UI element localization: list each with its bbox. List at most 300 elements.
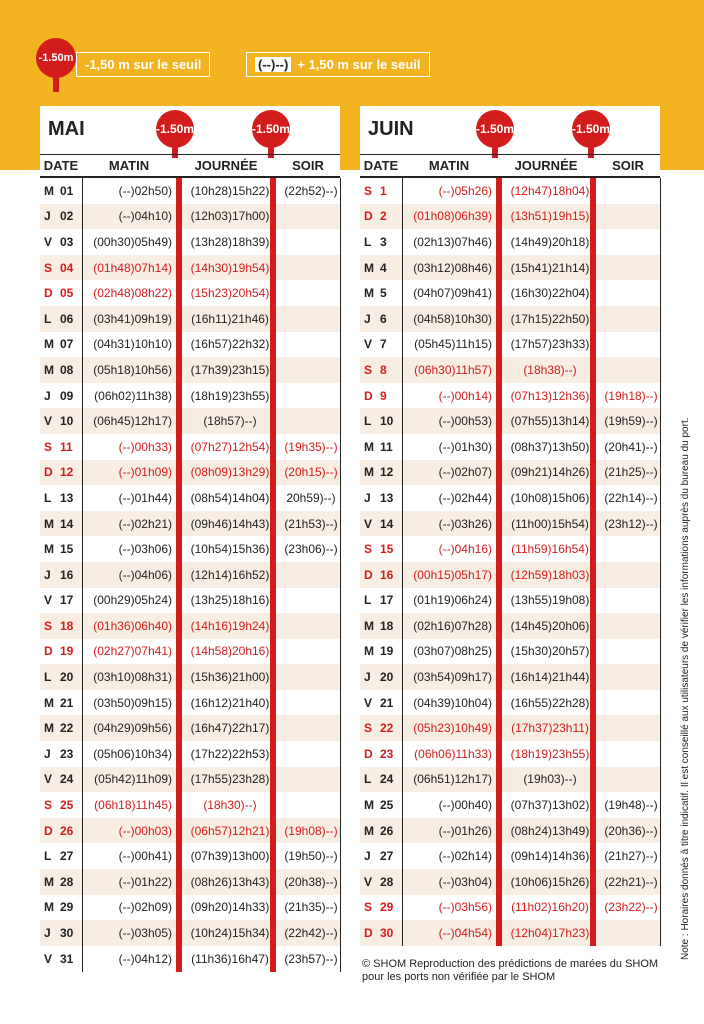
table-row <box>360 869 660 895</box>
day-letter: M <box>364 260 374 275</box>
cell-journee: (14h30)19h54) <box>190 260 270 275</box>
day-number: 26 <box>380 823 394 838</box>
day-letter: D <box>364 746 373 761</box>
table-row <box>360 306 660 332</box>
cell-journee: (12h59)18h03) <box>510 567 590 582</box>
table-row <box>40 639 340 665</box>
cell-matin: (03h54)09h17) <box>413 670 492 685</box>
cell-soir <box>602 204 660 230</box>
red-line-right <box>270 178 276 972</box>
table-row <box>40 536 340 562</box>
day-number: 30 <box>60 926 74 941</box>
table-row <box>360 204 660 230</box>
day-letter: J <box>44 209 51 224</box>
cell-soir: (21h25)--) <box>604 465 658 480</box>
cell-matin: (--)00h41) <box>118 849 172 864</box>
cell-soir: (20h15)--) <box>284 465 338 480</box>
table-row <box>40 511 340 537</box>
day-letter: L <box>44 849 52 864</box>
cell-matin: (06h45)12h17) <box>93 414 172 429</box>
day-number: 2 <box>380 209 387 224</box>
table-row <box>40 715 340 741</box>
table-row <box>40 818 340 844</box>
day-number: 3 <box>380 234 387 249</box>
cell-soir: (22h21)--) <box>604 874 658 889</box>
cell-matin: (04h58)10h30) <box>413 311 492 326</box>
table-row <box>360 613 660 639</box>
cell-journee: (07h13)12h36) <box>510 388 590 403</box>
cell-matin: (04h29)09h56) <box>93 721 172 736</box>
table-row <box>360 460 660 486</box>
day-number: 17 <box>380 593 394 608</box>
day-number: 21 <box>380 695 394 710</box>
cell-journee: (13h28)18h39) <box>190 234 270 249</box>
day-number: 05 <box>60 286 74 301</box>
day-number: 29 <box>380 900 394 915</box>
day-letter: J <box>44 388 51 403</box>
cell-journee: (08h54)14h04) <box>190 490 270 505</box>
day-letter: S <box>364 721 373 736</box>
cell-matin: (04h07)09h41) <box>413 286 492 301</box>
day-number: 15 <box>380 542 394 557</box>
table-row <box>360 485 660 511</box>
table-row <box>360 588 660 614</box>
day-number: 22 <box>60 721 74 736</box>
cell-soir <box>602 639 660 665</box>
day-letter: J <box>364 311 371 326</box>
table-row <box>40 408 340 434</box>
day-number: 02 <box>60 209 74 224</box>
cell-journee: (10h28)15h22) <box>190 183 270 198</box>
cell-matin: (00h30)05h49) <box>93 234 172 249</box>
cell-soir: (19h08)--) <box>284 823 338 838</box>
badge-circle: -1.50m <box>36 38 76 78</box>
column-separator <box>660 178 661 946</box>
day-number: 14 <box>60 516 74 531</box>
cell-soir <box>282 255 340 281</box>
cell-journee: (18h30)--) <box>203 798 257 813</box>
cell-soir <box>602 306 660 332</box>
day-number: 04 <box>60 260 74 275</box>
day-number: 08 <box>60 362 74 377</box>
day-number: 11 <box>380 439 393 454</box>
day-letter: J <box>44 926 51 941</box>
col-date: DATE <box>40 154 82 176</box>
cell-soir <box>282 792 340 818</box>
cell-journee: (15h30)20h57) <box>510 644 590 659</box>
day-letter: V <box>364 695 373 710</box>
day-number: 23 <box>60 746 74 761</box>
cell-matin: (--)05h26) <box>438 183 492 198</box>
day-number: 21 <box>60 695 74 710</box>
table-row <box>40 588 340 614</box>
red-line-left <box>496 178 502 946</box>
day-number: 1 <box>380 183 387 198</box>
table-mai <box>40 106 340 971</box>
cell-matin: (05h42)11h09) <box>94 772 172 787</box>
day-number: 19 <box>380 644 394 659</box>
cell-soir: (23h57)--) <box>284 951 338 966</box>
badge-journee: -1.50m <box>252 110 290 148</box>
cell-matin: (02h48)08h22) <box>93 286 172 301</box>
cell-journee: (09h21)14h26) <box>510 465 590 480</box>
cell-soir: (20h38)--) <box>284 874 338 889</box>
cell-soir <box>602 255 660 281</box>
col-date: DATE <box>360 154 402 176</box>
table-row <box>360 178 660 204</box>
cell-journee: (08h24)13h49) <box>510 823 590 838</box>
day-number: 19 <box>60 644 74 659</box>
cell-journee: (07h55)13h14) <box>510 414 590 429</box>
day-number: 24 <box>60 772 74 787</box>
cell-journee: (12h03)17h00) <box>190 209 270 224</box>
cell-matin: (05h45)11h15) <box>414 337 492 352</box>
day-letter: D <box>364 388 373 403</box>
side-note <box>680 360 694 960</box>
cell-soir <box>282 588 340 614</box>
day-letter: D <box>364 926 373 941</box>
cell-journee: (13h55)19h08) <box>510 593 590 608</box>
day-number: 9 <box>380 388 387 403</box>
cell-journee: (16h30)22h04) <box>510 286 590 301</box>
day-number: 03 <box>60 234 74 249</box>
table-row <box>360 536 660 562</box>
cell-journee: (17h55)23h28) <box>190 772 270 787</box>
cell-journee: (10h54)15h36) <box>190 542 270 557</box>
day-number: 6 <box>380 311 387 326</box>
table-row <box>360 357 660 383</box>
table-row <box>40 383 340 409</box>
table-row <box>360 715 660 741</box>
cell-soir <box>282 204 340 230</box>
cell-soir <box>282 639 340 665</box>
cell-journee: (10h06)15h26) <box>510 874 590 889</box>
day-number: 8 <box>380 362 387 377</box>
cell-matin: (01h08)06h39) <box>413 209 492 224</box>
cell-journee: (06h57)12h21) <box>190 823 270 838</box>
day-number: 11 <box>60 439 73 454</box>
legend-seuil: -1,50 m sur le seuil <box>76 52 210 77</box>
cell-soir <box>282 664 340 690</box>
col-matin: MATIN <box>402 154 496 176</box>
cell-soir <box>602 357 660 383</box>
day-letter: D <box>364 209 373 224</box>
day-letter: M <box>44 362 54 377</box>
cell-journee: (11h36)16h47) <box>191 951 269 966</box>
day-number: 24 <box>380 772 394 787</box>
cell-matin: (06h18)11h45) <box>94 798 172 813</box>
cell-journee: (09h20)14h33) <box>190 900 270 915</box>
day-number: 18 <box>380 618 394 633</box>
cell-matin: (--)03h04) <box>438 874 492 889</box>
badge-stick <box>53 74 59 92</box>
table-row <box>360 255 660 281</box>
day-number: 15 <box>60 542 74 557</box>
footer-credit: © SHOM Reproduction des prédictions de marées du SHOM pour les ports non vérifiée par le SHOM <box>362 958 659 983</box>
day-number: 25 <box>60 798 74 813</box>
cell-soir <box>282 357 340 383</box>
table-row <box>40 229 340 255</box>
table-row <box>40 434 340 460</box>
cell-matin: (--)03h05) <box>118 926 172 941</box>
cell-matin: (--)04h54) <box>438 926 492 941</box>
day-number: 18 <box>60 618 74 633</box>
cell-soir: (22h14)--) <box>604 490 658 505</box>
cell-soir: (22h52)--) <box>284 183 338 198</box>
table-row <box>40 664 340 690</box>
day-number: 07 <box>60 337 74 352</box>
cell-soir: 20h59)--) <box>286 490 336 505</box>
day-letter: J <box>364 490 371 505</box>
cell-matin: (06h02)11h38) <box>94 388 172 403</box>
cell-matin: (01h48)07h14) <box>93 260 172 275</box>
cell-soir: (21h35)--) <box>284 900 338 915</box>
cell-journee: (14h58)20h16) <box>190 644 270 659</box>
cell-soir <box>602 588 660 614</box>
cell-journee: (07h39)13h00) <box>190 849 270 864</box>
table-row <box>40 767 340 793</box>
cell-journee: (09h14)14h36) <box>510 849 590 864</box>
cell-soir <box>602 741 660 767</box>
day-letter: V <box>44 593 53 608</box>
cell-matin: (--)02h14) <box>438 849 492 864</box>
cell-soir <box>602 664 660 690</box>
day-letter: L <box>364 234 372 249</box>
red-line-right <box>590 178 596 946</box>
day-number: 12 <box>380 465 394 480</box>
day-letter: L <box>364 593 372 608</box>
cell-soir <box>602 767 660 793</box>
col-matin: MATIN <box>82 154 176 176</box>
day-number: 28 <box>60 874 74 889</box>
day-letter: V <box>364 337 373 352</box>
day-letter: M <box>44 695 54 710</box>
cell-journee: (17h15)22h50) <box>510 311 590 326</box>
day-letter: M <box>44 721 54 736</box>
cell-matin: (--)02h09) <box>118 900 172 915</box>
cell-matin: (--)03h06) <box>118 542 172 557</box>
cell-journee: (11h02)16h20) <box>511 900 589 915</box>
day-letter: M <box>364 286 374 301</box>
table-row <box>360 383 660 409</box>
table-row <box>360 408 660 434</box>
badge-matin: -1.50m <box>476 110 514 148</box>
cell-soir: (21h27)--) <box>604 849 658 864</box>
cell-soir: (20h41)--) <box>604 439 658 454</box>
cell-soir <box>602 613 660 639</box>
cell-matin: (--)04h10) <box>118 209 172 224</box>
cell-soir: (23h12)--) <box>604 516 658 531</box>
day-letter: J <box>364 670 371 685</box>
cell-matin: (05h18)10h56) <box>93 362 172 377</box>
table-row <box>40 741 340 767</box>
day-letter: V <box>364 516 373 531</box>
day-letter: L <box>44 670 52 685</box>
table-row <box>360 332 660 358</box>
day-letter: S <box>44 439 53 454</box>
col-journee: JOURNÉE <box>176 154 276 176</box>
cell-matin: (02h16)07h28) <box>413 618 492 633</box>
day-letter: V <box>44 951 53 966</box>
table-row <box>360 511 660 537</box>
cell-soir: (19h48)--) <box>604 798 658 813</box>
col-soir: SOIR <box>596 154 660 176</box>
cell-matin: (--)00h40) <box>438 798 492 813</box>
table-row <box>360 767 660 793</box>
day-letter: J <box>364 849 371 864</box>
month-title: JUIN <box>368 118 414 140</box>
month-title: MAI <box>48 118 85 140</box>
day-letter: M <box>364 439 374 454</box>
day-number: 5 <box>380 286 387 301</box>
day-letter: S <box>44 798 53 813</box>
rows <box>360 178 660 946</box>
day-letter: L <box>44 490 52 505</box>
table-row <box>360 664 660 690</box>
cell-journee: (10h08)15h06) <box>510 490 590 505</box>
day-letter: V <box>44 772 53 787</box>
day-letter: M <box>44 874 54 889</box>
cell-journee: (07h27)12h54) <box>190 439 270 454</box>
table-row <box>360 792 660 818</box>
day-letter: D <box>44 644 53 659</box>
cell-journee: (15h36)21h00) <box>190 670 270 685</box>
table-row <box>360 818 660 844</box>
column-separator <box>402 178 403 946</box>
table-row <box>40 485 340 511</box>
table-row <box>360 741 660 767</box>
day-number: 09 <box>60 388 74 403</box>
cell-matin: (03h41)09h19) <box>93 311 172 326</box>
cell-soir <box>282 383 340 409</box>
column-separator <box>340 178 341 972</box>
day-number: 17 <box>60 593 74 608</box>
cell-soir <box>602 332 660 358</box>
cell-soir <box>602 690 660 716</box>
cell-soir: (23h22)--) <box>604 900 658 915</box>
day-letter: S <box>364 900 373 915</box>
day-number: 14 <box>380 516 394 531</box>
table-header <box>360 106 660 178</box>
table-juin <box>360 106 660 946</box>
cell-matin: (--)01h44) <box>118 490 172 505</box>
day-number: 23 <box>380 746 394 761</box>
cell-matin: (--)02h50) <box>118 183 172 198</box>
day-number: 10 <box>380 414 394 429</box>
cell-journee: (15h23)20h54) <box>190 286 270 301</box>
cell-journee: (12h47)18h04) <box>510 183 590 198</box>
table-row <box>360 843 660 869</box>
day-letter: J <box>44 746 51 761</box>
day-letter: S <box>364 362 373 377</box>
cell-soir: (21h53)--) <box>284 516 338 531</box>
legend-box-inner: (--)--) <box>255 57 291 72</box>
cell-soir <box>282 229 340 255</box>
cell-journee: (16h12)21h40) <box>190 695 270 710</box>
cell-journee: (13h25)18h16) <box>190 593 270 608</box>
day-letter: S <box>44 618 53 633</box>
cell-journee: (16h14)21h44) <box>510 670 590 685</box>
day-number: 06 <box>60 311 74 326</box>
table-row <box>360 920 660 946</box>
table-row <box>40 843 340 869</box>
day-letter: L <box>364 414 372 429</box>
cell-matin: (04h39)10h04) <box>413 695 492 710</box>
cell-journee: (07h37)13h02) <box>510 798 590 813</box>
cell-soir: (19h35)--) <box>284 439 338 454</box>
cell-matin: (--)03h56) <box>438 900 492 915</box>
cell-journee: (19h03)--) <box>523 772 577 787</box>
table-row <box>40 357 340 383</box>
day-letter: S <box>364 183 373 198</box>
table-row <box>40 332 340 358</box>
cell-soir: (23h06)--) <box>284 542 338 557</box>
cell-matin: (00h15)05h17) <box>413 567 492 582</box>
cell-soir <box>282 408 340 434</box>
cell-matin: (--)02h07) <box>438 465 492 480</box>
cell-matin: (--)04h06) <box>118 567 172 582</box>
day-number: 01 <box>60 183 74 198</box>
day-letter: M <box>44 337 54 352</box>
cell-matin: (--)01h26) <box>438 823 492 838</box>
cell-matin: (00h29)05h24) <box>93 593 172 608</box>
day-number: 4 <box>380 260 387 275</box>
legend-box-text: + 1,50 m sur le seuil <box>297 57 421 72</box>
cell-journee: (12h14)16h52) <box>190 567 270 582</box>
cell-matin: (--)02h44) <box>438 490 492 505</box>
cell-soir <box>282 562 340 588</box>
table-row <box>360 434 660 460</box>
day-letter: D <box>44 286 53 301</box>
cell-matin: (06h30)11h57) <box>414 362 492 377</box>
cell-matin: (--)00h03) <box>118 823 172 838</box>
table-row <box>360 280 660 306</box>
day-number: 27 <box>380 849 394 864</box>
badge-matin: -1.50m <box>156 110 194 148</box>
cell-journee: (15h41)21h14) <box>510 260 590 275</box>
cell-soir <box>602 920 660 946</box>
day-letter: V <box>44 234 53 249</box>
day-number: 7 <box>380 337 387 352</box>
cell-matin: (--)01h30) <box>438 439 492 454</box>
table-row <box>40 460 340 486</box>
day-number: 25 <box>380 798 394 813</box>
cell-journee: (16h47)22h17) <box>190 721 270 736</box>
cell-matin: (06h06)11h33) <box>414 746 492 761</box>
day-number: 10 <box>60 414 74 429</box>
cell-matin: (--)00h14) <box>438 388 492 403</box>
cell-soir: (19h59)--) <box>604 414 658 429</box>
cell-soir <box>282 715 340 741</box>
cell-journee: (17h37)23h11) <box>511 721 589 736</box>
day-letter: S <box>44 260 53 275</box>
table-row <box>40 895 340 921</box>
cell-matin: (--)01h22) <box>118 874 172 889</box>
cell-soir: (19h50)--) <box>284 849 338 864</box>
day-letter: M <box>364 618 374 633</box>
cell-journee: (17h39)23h15) <box>190 362 270 377</box>
cell-journee: (14h45)20h06) <box>510 618 590 633</box>
table-row <box>40 946 340 972</box>
day-number: 27 <box>60 849 74 864</box>
cell-journee: (08h26)13h43) <box>190 874 270 889</box>
day-letter: M <box>44 516 54 531</box>
cell-soir <box>602 536 660 562</box>
day-letter: V <box>364 874 373 889</box>
cell-matin: (02h13)07h46) <box>413 234 492 249</box>
cell-journee: (09h46)14h43) <box>190 516 270 531</box>
cell-soir <box>282 741 340 767</box>
